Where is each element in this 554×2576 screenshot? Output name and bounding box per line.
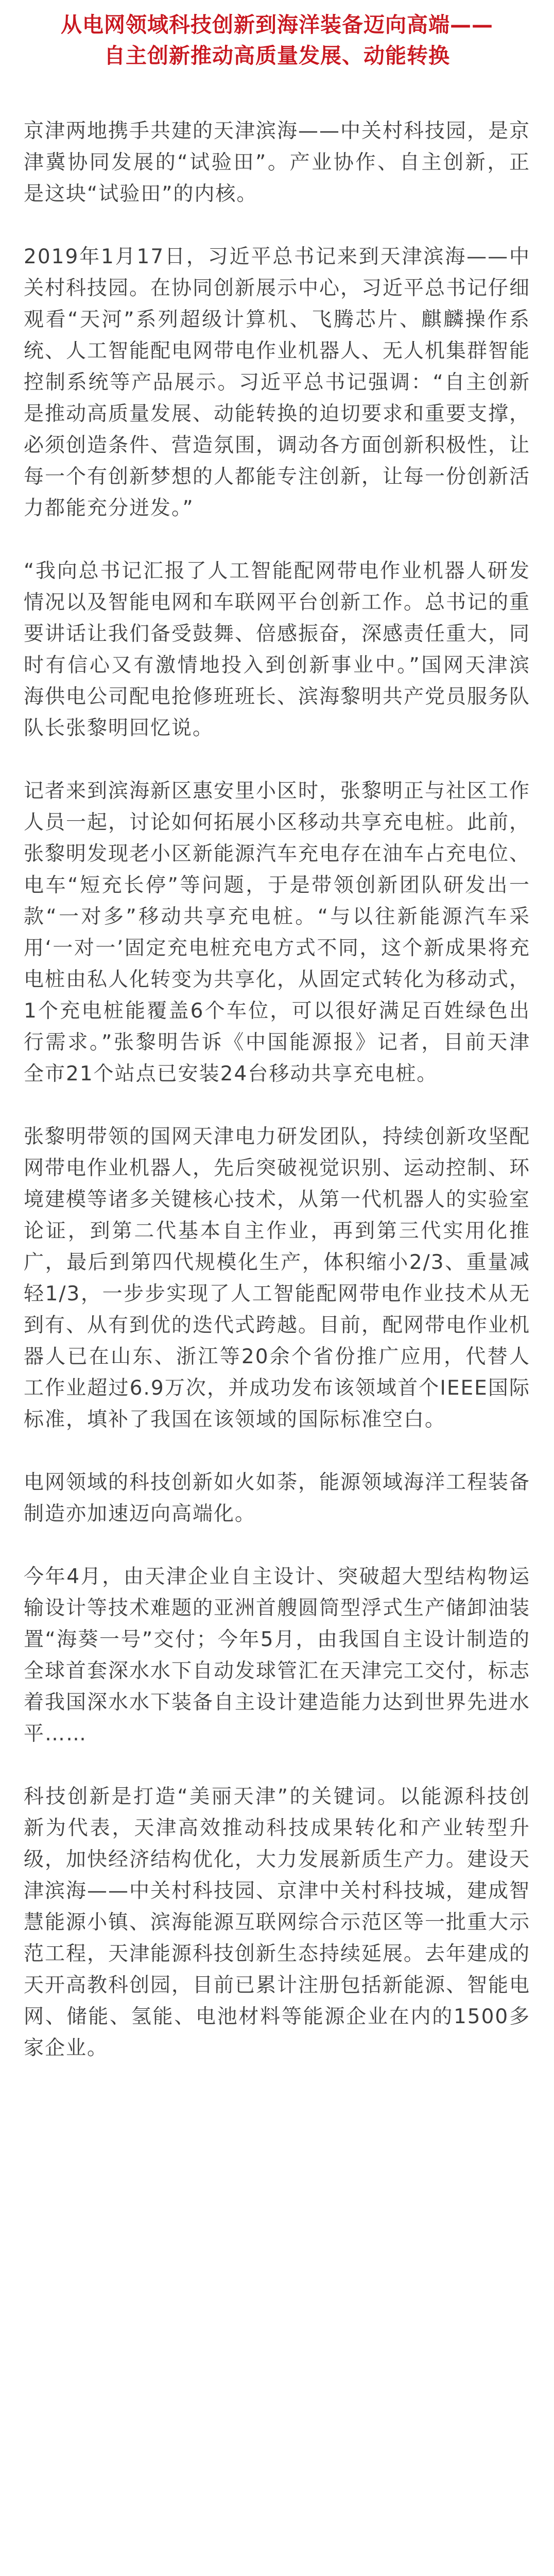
article-headline — [31, 9, 523, 71]
headline-line-2: 自主创新推动高质量发展、动能转换 — [104, 43, 450, 68]
paragraph-marine: 今年4月，由天津企业自主设计、突破超大型结构物运输设计等技术难题的亚洲首艘圆筒型浮式生产储卸油装置“海葵一号”交付；今年5月，由我国自主设计制造的全球首套深水水下自动发球管汇在天津完工交付，标志着我国深水水下装备自主设计建造能力达到世界先进水平…… — [24, 1565, 531, 1745]
paragraph-visit: 2019年1月17日，习近平总书记来到天津滨海——中关村科技园。在协同创新展示中心，习近平总书记仔细观看“天河”系列超级计算机、飞腾芯片、麒麟操作系统、人工智能配电网带电作业机器人、无人机集群智能控制系统等产品展示。习近平总书记强调：“自主创新是推动高质量发展、动能转换的迫切要求和重要支撑，必须创造条件、营造氛围，调动各方面创新积极性，让每一个有创新梦想的人都能专注创新，让每一份创新活力都能充分迸发。” — [24, 245, 531, 520]
paragraph-quote: “我向总书记汇报了人工智能配网带电作业机器人研发情况以及智能电网和车联网平台创新工作。总书记的重要讲话让我们备受鼓舞、倍感振奋，深感责任重大，同时有信心又有激情地投入到创新事业中。”国网天津滨海供电公司配电抢修班班长、滨海黎明共产党员服务队队长张黎明回忆说。 — [24, 560, 531, 740]
paragraph-robot: 张黎明带领的国网天津电力研发团队，持续创新攻坚配网带电作业机器人，先后突破视觉识别、运动控制、环境建模等诸多关键核心技术，从第一代机器人的实验室论证，到第二代基本自主作业，再到第三代实用化推广，最后到第四代规模化生产，体积缩小2/3、重量减轻1/3，一步步实现了人工智能配网带电作业技术从无到有、从有到优的迭代式跨越。目前，配网带电作业机器人已在山东、浙江等20余个省份推广应用，代替人工作业超过6.9万次，并成功发布该领域首个IEEE国际标准，填补了我国在该领域的国际标准空白。 — [24, 1125, 531, 1431]
paragraph-intro: 京津两地携手共建的天津滨海——中关村科技园，是京津冀协同发展的“试验田”。产业协作、自主创新，正是这块“试验田”的内核。 — [24, 120, 531, 206]
paragraph-charging: 记者来到滨海新区惠安里小区时，张黎明正与社区工作人员一起，讨论如何拓展小区移动共享充电桩。此前，张黎明发现老小区新能源汽车充电存在油车占充电位、电车“短充长停”等问题，于是带领创新团队研发出一款“一对多”移动共享充电桩。“与以往新能源汽车采用‘一对一’固定充电桩充电方式不同，这个新成果将充电桩由私人化转变为共享化，从固定式转化为移动式，1个充电桩能覆盖6个车位，可以很好满足百姓绿色出行需求。”张黎明告诉《中国能源报》记者，目前天津全市21个站点已安装24台移动共享充电桩。 — [24, 779, 531, 1086]
paragraph-transition: 电网领域的科技创新如火如荼，能源领域海洋工程装备制造亦加速迈向高端化。 — [24, 1471, 531, 1526]
headline-line-1: 从电网领域科技创新到海洋装备迈向高端—— — [61, 12, 493, 37]
article-body — [24, 115, 530, 2064]
paragraph-conclusion: 科技创新是打造“美丽天津”的关键词。以能源科技创新为代表，天津高效推动科技成果转化和产业转型升级，加快经济结构优化，大力发展新质生产力。建设天津滨海——中关村科技园、京津中关村科技城，建成智慧能源小镇、滨海能源互联网综合示范区等一批重大示范工程，天津能源科技创新生态持续延展。去年建成的天开高教科创园，目前已累计注册包括新能源、智能电网、储能、氢能、电池材料等能源企业在内的1500多家企业。 — [24, 1785, 531, 2060]
